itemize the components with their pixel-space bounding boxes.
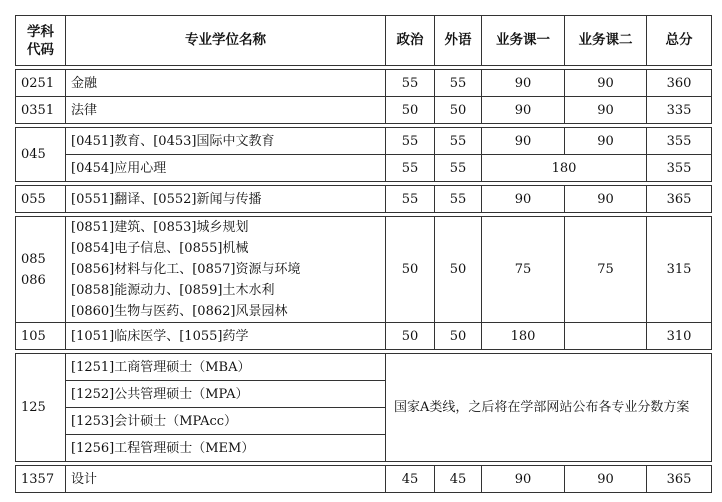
table-row-0251 [16,70,712,97]
cell-course1: 90 [482,186,565,213]
header-foreign: 外语 [435,16,482,66]
cell-code: 0351 [16,97,66,124]
cell-name: [1253]会计硕士（MPAcc） [66,408,386,435]
list-item: [0860]生物与医药、[0862]风景园林 [71,304,288,319]
cell-course2: 90 [565,466,647,493]
cell-total: 360 [647,70,712,97]
cell-politics: 50 [386,323,435,350]
code-085: 085 [21,251,46,267]
cell-foreign: 55 [435,128,482,155]
header-course2: 业务课二 [565,16,647,66]
cell-course1: 75 [482,217,565,323]
cell-name: [1252]公共管理硕士（MPA） [66,381,386,408]
cell-politics: 50 [386,217,435,323]
cell-name: [0551]翻译、[0552]新闻与传播 [66,186,386,213]
header-row [16,16,712,66]
cell-name-list [66,217,386,323]
cell-foreign: 45 [435,466,482,493]
cell-total: 365 [647,466,712,493]
cell-course1: 180 [482,155,647,182]
table-row-045b [16,155,712,182]
cell-course2: 90 [565,128,647,155]
cell-foreign: 55 [435,186,482,213]
cell-total: 355 [647,128,712,155]
cell-total: 315 [647,217,712,323]
cell-total: 335 [647,97,712,124]
table-row-1357 [16,466,712,493]
score-table [15,15,712,493]
cell-code: 1357 [16,466,66,493]
cell-total: 355 [647,155,712,182]
cell-course2: 90 [565,97,647,124]
cell-course2: 90 [565,70,647,97]
cell-politics: 55 [386,128,435,155]
list-item: [0854]电子信息、[0855]机械 [71,241,249,256]
cell-foreign: 55 [435,155,482,182]
cell-name: [0451]教育、[0453]国际中文教育 [66,128,386,155]
cell-course2: 75 [565,217,647,323]
cell-name: [1051]临床医学、[1055]药学 [66,323,386,350]
table-row-0351 [16,97,712,124]
header-total: 总分 [647,16,712,66]
cell-course2: 90 [565,186,647,213]
cell-code: 125 [16,354,66,462]
code-086: 086 [21,272,46,288]
header-name: 专业学位名称 [66,16,386,66]
header-code-line1: 学科 [27,23,54,40]
cell-course1: 90 [482,466,565,493]
cell-code: 0251 [16,70,66,97]
cell-code: 045 [16,128,66,182]
cell-note: 国家A类线，之后将在学部网站公布各专业分数方案 [386,354,712,462]
header-code-line2: 代码 [27,41,54,58]
cell-code: 105 [16,323,66,350]
cell-name: 设计 [66,466,386,493]
cell-politics: 55 [386,186,435,213]
header-code [16,16,66,66]
table-row-085-086 [16,217,712,323]
list-item: [0851]建筑、[0853]城乡规划 [71,220,249,235]
cell-politics: 55 [386,70,435,97]
cell-politics: 55 [386,155,435,182]
table-row-045a [16,128,712,155]
cell-foreign: 50 [435,323,482,350]
list-item: [0856]材料与化工、[0857]资源与环境 [71,262,301,277]
table-row-055 [16,186,712,213]
cell-course1: 90 [482,128,565,155]
cell-foreign: 50 [435,97,482,124]
cell-name: 法律 [66,97,386,124]
cell-politics: 50 [386,97,435,124]
cell-name: 金融 [66,70,386,97]
header-course1: 业务课一 [482,16,565,66]
cell-total: 365 [647,186,712,213]
cell-course1: 90 [482,70,565,97]
header-politics: 政治 [386,16,435,66]
cell-course1: 180 [482,323,565,350]
cell-code [16,217,66,323]
cell-course2-empty [565,323,647,350]
cell-foreign: 55 [435,70,482,97]
cell-name: [1251]工商管理硕士（MBA） [66,354,386,381]
table-row-125a [16,354,712,381]
cell-name: [0454]应用心理 [66,155,386,182]
table-row-105 [16,323,712,350]
cell-foreign: 50 [435,217,482,323]
cell-total: 310 [647,323,712,350]
cell-politics: 45 [386,466,435,493]
list-item: [0858]能源动力、[0859]土木水利 [71,283,275,298]
cell-name: [1256]工程管理硕士（MEM） [66,435,386,462]
cell-course1: 90 [482,97,565,124]
cell-code: 055 [16,186,66,213]
